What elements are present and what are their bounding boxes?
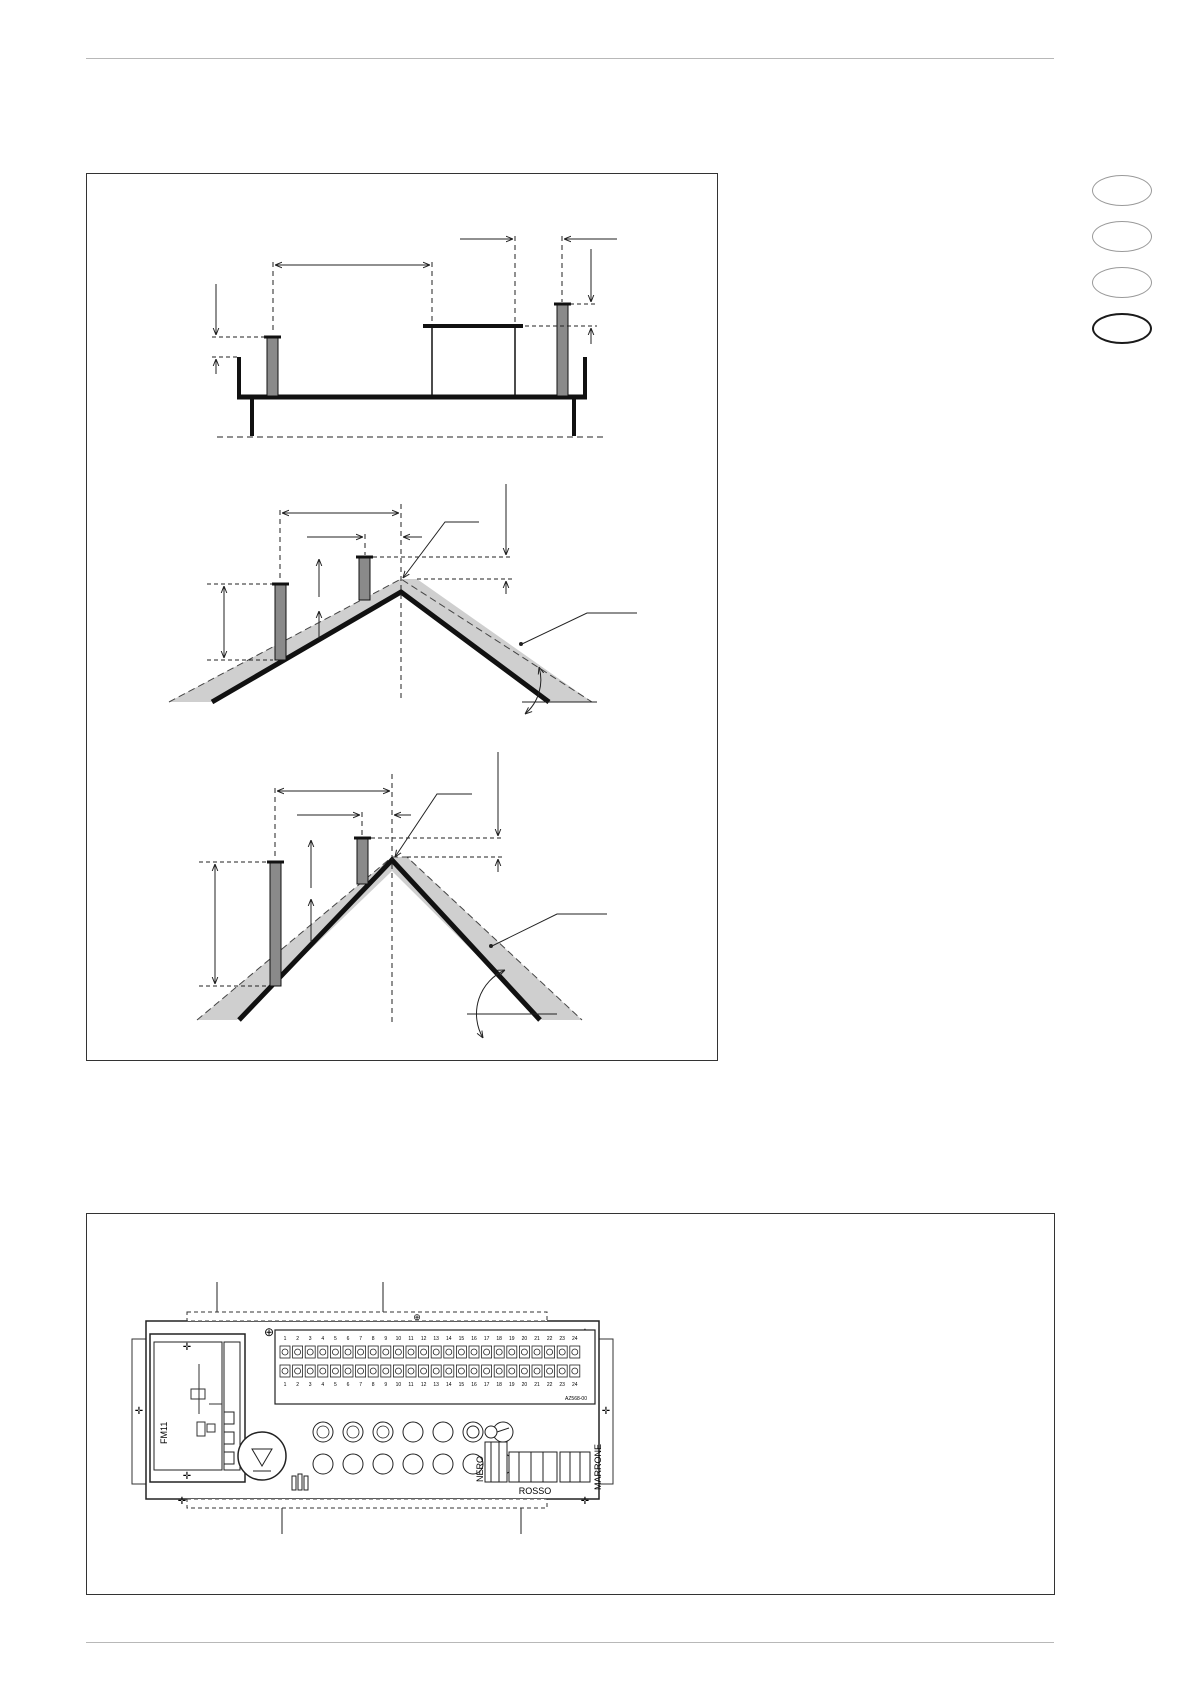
svg-text:✛: ✛	[182, 1471, 192, 1482]
terminal-number-top: 19	[509, 1336, 515, 1342]
terminal-number-top: 1	[283, 1336, 287, 1342]
terminal-screw-bottom[interactable]	[406, 1365, 416, 1377]
terminal-screw-top[interactable]	[532, 1346, 542, 1358]
terminal-screw-bottom[interactable]	[356, 1365, 366, 1377]
terminal-screw-top[interactable]	[393, 1346, 403, 1358]
terminal-screw-top[interactable]	[368, 1346, 378, 1358]
svg-text:⊕: ⊕	[413, 1312, 421, 1322]
terminal-number-top: 16	[471, 1336, 477, 1342]
terminal-screw-top[interactable]	[280, 1346, 290, 1358]
terminal-number-bottom: 2	[296, 1382, 299, 1388]
svg-text:✛: ✛	[182, 1342, 192, 1353]
language-tab-3[interactable]	[1092, 267, 1152, 298]
terminal-screw-bottom[interactable]	[343, 1365, 353, 1377]
terminal-screw-bottom[interactable]	[519, 1365, 529, 1377]
terminal-screw-top[interactable]	[293, 1346, 303, 1358]
terminal-number-bottom: 22	[546, 1382, 553, 1388]
terminal-screw-bottom[interactable]	[482, 1365, 492, 1377]
terminal-screw-top[interactable]	[406, 1346, 416, 1358]
terminal-screw-top[interactable]	[494, 1346, 504, 1358]
terminal-number-top: 10	[395, 1336, 402, 1342]
terminal-number-bottom: 18	[496, 1382, 502, 1388]
terminal-number-bottom: 4	[321, 1382, 325, 1388]
terminal-screw-top[interactable]	[381, 1346, 391, 1358]
terminal-number-top: 12	[420, 1336, 427, 1342]
terminal-screw-top[interactable]	[318, 1346, 328, 1358]
wire-label-marrone: MARRONE	[593, 1443, 603, 1490]
terminal-number-bottom: 21	[534, 1382, 540, 1388]
terminal-number-top: 18	[496, 1336, 502, 1342]
terminal-number-bottom: 7	[359, 1382, 362, 1388]
terminal-screw-top[interactable]	[557, 1346, 567, 1358]
terminal-screw-top[interactable]	[431, 1346, 441, 1358]
terminal-number-top: 11	[408, 1336, 414, 1342]
terminal-number-top: 14	[446, 1336, 452, 1342]
svg-text:✛: ✛	[134, 1406, 144, 1417]
terminal-number-bottom: 24	[572, 1382, 578, 1388]
cable-gland	[433, 1422, 453, 1442]
terminal-number-bottom: 10	[395, 1382, 402, 1388]
terminal-screw-top[interactable]	[330, 1346, 340, 1358]
terminal-screw-top[interactable]	[545, 1346, 555, 1358]
terminal-screw-bottom[interactable]	[318, 1365, 328, 1377]
terminal-number-bottom: 13	[433, 1382, 439, 1388]
cable-gland	[343, 1454, 363, 1474]
terminal-screw-top[interactable]	[444, 1346, 454, 1358]
cable-gland	[313, 1454, 333, 1474]
wire-label-nero: NERO	[475, 1455, 485, 1482]
terminal-number-top: 3	[308, 1336, 312, 1342]
terminal-number-top: 23	[559, 1336, 565, 1342]
terminal-screw-bottom[interactable]	[469, 1365, 479, 1377]
terminal-screw-bottom[interactable]	[305, 1365, 315, 1377]
terminal-number-top: 7	[359, 1336, 362, 1342]
flue-position-figure	[86, 173, 718, 1061]
terminal-number-bottom: 15	[458, 1382, 465, 1388]
language-tab-2[interactable]	[1092, 221, 1152, 252]
terminal-number-bottom: 19	[509, 1382, 515, 1388]
terminal-number-bottom: 1	[283, 1382, 287, 1388]
terminal-number-bottom: 5	[334, 1382, 337, 1388]
terminal-board-drawing	[87, 1214, 1054, 1594]
terminal-screw-bottom[interactable]	[545, 1365, 555, 1377]
terminal-screw-top[interactable]	[305, 1346, 315, 1358]
language-tab-4-active[interactable]	[1092, 313, 1152, 344]
terminal-screw-top[interactable]	[507, 1346, 517, 1358]
terminal-screw-top[interactable]	[419, 1346, 429, 1358]
terminal-number-top: 4	[321, 1336, 325, 1342]
terminal-number-top: 21	[534, 1336, 540, 1342]
terminal-screw-bottom[interactable]	[280, 1365, 290, 1377]
terminal-screw-top[interactable]	[343, 1346, 353, 1358]
language-tab-1[interactable]	[1092, 175, 1152, 206]
terminal-screw-bottom[interactable]	[431, 1365, 441, 1377]
terminal-number-top: 20	[521, 1336, 528, 1342]
terminal-number-top: 2	[296, 1336, 299, 1342]
cable-gland	[343, 1422, 363, 1442]
bottom-rule	[86, 1642, 1054, 1643]
cable-gland	[403, 1454, 423, 1474]
terminal-number-bottom: 11	[408, 1382, 414, 1388]
module-model-label: FM11	[159, 1421, 169, 1444]
terminal-number-bottom: 9	[384, 1382, 388, 1388]
terminal-screw-bottom[interactable]	[368, 1365, 378, 1377]
terminal-screw-top[interactable]	[456, 1346, 466, 1358]
terminal-number-bottom: 6	[346, 1382, 350, 1388]
terminal-screw-bottom[interactable]	[330, 1365, 340, 1377]
terminal-screw-top[interactable]	[356, 1346, 366, 1358]
board-code-label: AZ568-00	[565, 1396, 587, 1402]
pitched-roof-steep-diagram	[197, 752, 607, 1038]
terminal-screw-bottom[interactable]	[444, 1365, 454, 1377]
terminal-screw-bottom[interactable]	[570, 1365, 580, 1377]
terminal-number-top: 13	[433, 1336, 439, 1342]
terminal-number-bottom: 3	[308, 1382, 312, 1388]
flat-roof-diagram	[212, 236, 617, 437]
terminal-number-bottom: 12	[420, 1382, 427, 1388]
terminal-number-top: 17	[483, 1336, 490, 1342]
terminal-number-top: 22	[546, 1336, 553, 1342]
terminal-board-figure	[86, 1213, 1055, 1595]
cable-gland	[373, 1422, 393, 1442]
cable-gland	[403, 1422, 423, 1442]
terminal-screw-bottom[interactable]	[507, 1365, 517, 1377]
svg-text:✛: ✛	[177, 1496, 187, 1507]
terminal-screw-bottom[interactable]	[494, 1365, 504, 1377]
terminal-number-top: 5	[334, 1336, 337, 1342]
top-rule	[86, 58, 1054, 59]
cable-gland	[313, 1422, 333, 1442]
terminal-number-bottom: 14	[446, 1382, 452, 1388]
terminal-screw-bottom[interactable]	[293, 1365, 303, 1377]
terminal-number-top: 9	[384, 1336, 388, 1342]
cable-gland	[373, 1454, 393, 1474]
wire-label-rosso: ROSSO	[518, 1486, 552, 1496]
terminal-number-top: 15	[458, 1336, 465, 1342]
terminal-number-top: 8	[371, 1336, 375, 1342]
svg-text:✛: ✛	[580, 1496, 590, 1507]
svg-text:⊕: ⊕	[263, 1325, 275, 1339]
terminal-number-bottom: 17	[483, 1382, 490, 1388]
terminal-screw-top[interactable]	[570, 1346, 580, 1358]
terminal-number-bottom: 23	[559, 1382, 565, 1388]
svg-text:✛: ✛	[601, 1406, 611, 1417]
terminal-number-top: 6	[346, 1336, 350, 1342]
terminal-screw-bottom[interactable]	[456, 1365, 466, 1377]
terminal-screw-bottom[interactable]	[393, 1365, 403, 1377]
pitched-roof-shallow-diagram	[169, 484, 637, 714]
terminal-number-bottom: 8	[371, 1382, 375, 1388]
terminal-screw-top[interactable]	[519, 1346, 529, 1358]
terminal-number-top: 24	[572, 1336, 578, 1342]
terminal-screw-bottom[interactable]	[557, 1365, 567, 1377]
terminal-screw-top[interactable]	[482, 1346, 492, 1358]
flue-position-diagrams	[87, 174, 717, 1060]
terminal-screw-top[interactable]	[469, 1346, 479, 1358]
cable-gland	[433, 1454, 453, 1474]
terminal-screw-bottom[interactable]	[419, 1365, 429, 1377]
terminal-screw-bottom[interactable]	[532, 1365, 542, 1377]
terminal-screw-bottom[interactable]	[381, 1365, 391, 1377]
terminal-number-bottom: 20	[521, 1382, 528, 1388]
terminal-number-bottom: 16	[471, 1382, 477, 1388]
